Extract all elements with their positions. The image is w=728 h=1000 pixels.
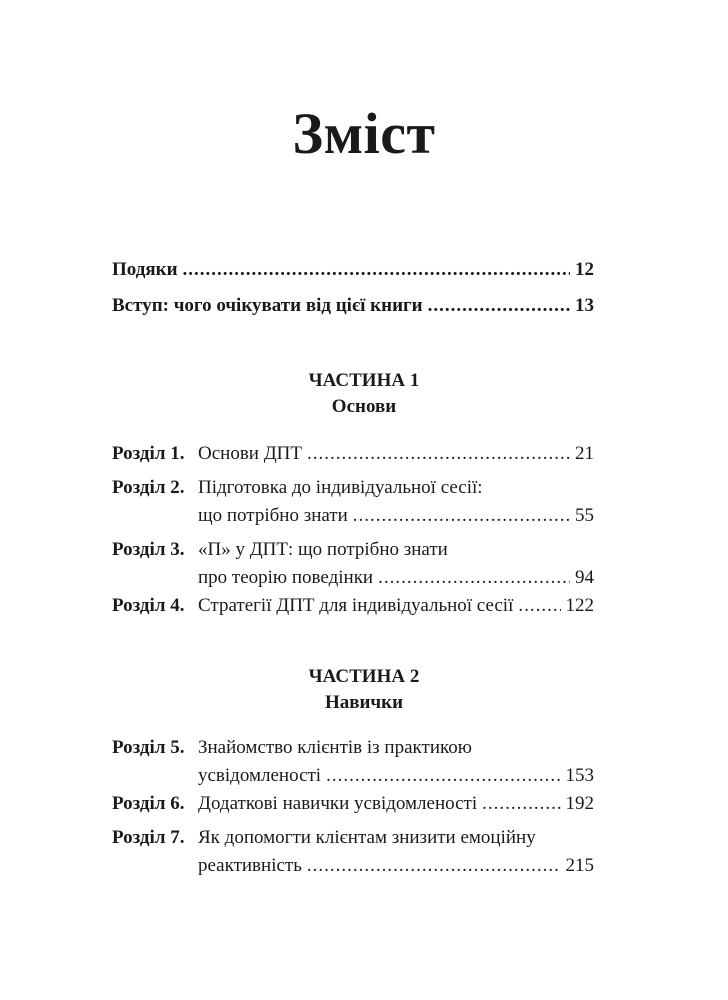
toc-entry-line bbox=[198, 502, 594, 530]
toc-entry-line bbox=[198, 440, 594, 468]
toc-entry-line bbox=[198, 790, 594, 818]
chapter-number: Розділ 4. bbox=[112, 595, 185, 616]
toc-entry-page: 12 bbox=[575, 259, 594, 280]
part-2-header bbox=[0, 664, 728, 716]
toc-entry-page: 21 bbox=[575, 443, 594, 464]
toc-entry-line bbox=[198, 564, 594, 592]
toc-entry-line bbox=[198, 762, 594, 790]
toc-leader-dots bbox=[353, 502, 570, 530]
toc-entry-page: 192 bbox=[565, 793, 594, 814]
toc-leader-dots bbox=[183, 256, 570, 284]
toc-leader-dots bbox=[482, 790, 560, 818]
toc-chapter-5[interactable] bbox=[112, 734, 594, 790]
toc-entry-page: 94 bbox=[575, 567, 594, 588]
toc-chapter-3[interactable] bbox=[112, 536, 594, 592]
chapter-number: Розділ 6. bbox=[112, 793, 185, 814]
chapter-number: Розділ 5. bbox=[112, 737, 185, 758]
toc-entry-page: 215 bbox=[565, 855, 594, 876]
part-1-header bbox=[0, 368, 728, 420]
toc-entry-label: Подяки bbox=[112, 259, 178, 280]
toc-front-matter-2 bbox=[112, 292, 594, 320]
toc-leader-dots bbox=[326, 762, 560, 790]
chapter-title: Основи ДПТ bbox=[198, 443, 302, 464]
toc-chapter-1[interactable] bbox=[112, 440, 594, 468]
toc-entry-acknowledgments[interactable] bbox=[112, 256, 594, 284]
toc-entry-label: Вступ: чого очікувати від цієї книги bbox=[112, 295, 423, 316]
toc-leader-dots bbox=[378, 564, 570, 592]
toc-entry-page: 13 bbox=[575, 295, 594, 316]
chapter-title: Додаткові навички усвідомленості bbox=[198, 793, 478, 814]
chapter-number: Розділ 2. bbox=[112, 477, 185, 498]
toc-leader-dots bbox=[307, 852, 561, 880]
part-subtitle: Основи bbox=[331, 396, 397, 417]
toc-chapter-7[interactable] bbox=[112, 824, 594, 880]
toc-leader-dots bbox=[518, 592, 560, 620]
toc-entry-introduction[interactable] bbox=[112, 292, 594, 320]
toc-front-matter bbox=[112, 256, 594, 284]
toc-entry-line bbox=[198, 852, 594, 880]
chapter-title-line2: реактивність bbox=[198, 855, 302, 876]
page-title: Зміст bbox=[292, 101, 436, 166]
chapter-title-line1: Підготовка до індивідуальної сесії: bbox=[198, 477, 483, 498]
chapter-number: Розділ 3. bbox=[112, 539, 185, 560]
chapter-title-line2: про теорію поведінки bbox=[198, 567, 374, 588]
part-heading: ЧАСТИНА 1 bbox=[308, 370, 420, 391]
toc-entry-page: 153 bbox=[565, 765, 594, 786]
chapter-title-line1: «П» у ДПТ: що потрібно знати bbox=[198, 539, 448, 560]
toc-chapter-2[interactable] bbox=[112, 474, 594, 530]
part-heading: ЧАСТИНА 2 bbox=[308, 666, 420, 687]
chapter-title: Стратегії ДПТ для індивідуальної сесії bbox=[198, 595, 514, 616]
chapter-title-line2: усвідомленості bbox=[198, 765, 322, 786]
toc-chapter-6[interactable] bbox=[112, 790, 594, 818]
toc-entry-page: 122 bbox=[565, 595, 594, 616]
chapter-number: Розділ 1. bbox=[112, 443, 185, 464]
chapter-title-line1: Знайомство клієнтів із практикою bbox=[198, 737, 472, 758]
toc-entry-page: 55 bbox=[575, 505, 594, 526]
toc-entry-line bbox=[198, 592, 594, 620]
chapter-title-line1: Як допомогти клієнтам знизити емоційну bbox=[198, 827, 536, 848]
part-subtitle: Навички bbox=[324, 692, 404, 713]
chapter-title-line2: що потрібно знати bbox=[198, 505, 348, 526]
toc-chapter-4[interactable] bbox=[112, 592, 594, 620]
chapter-number: Розділ 7. bbox=[112, 827, 185, 848]
toc-leader-dots bbox=[428, 292, 570, 320]
toc-leader-dots bbox=[307, 440, 570, 468]
